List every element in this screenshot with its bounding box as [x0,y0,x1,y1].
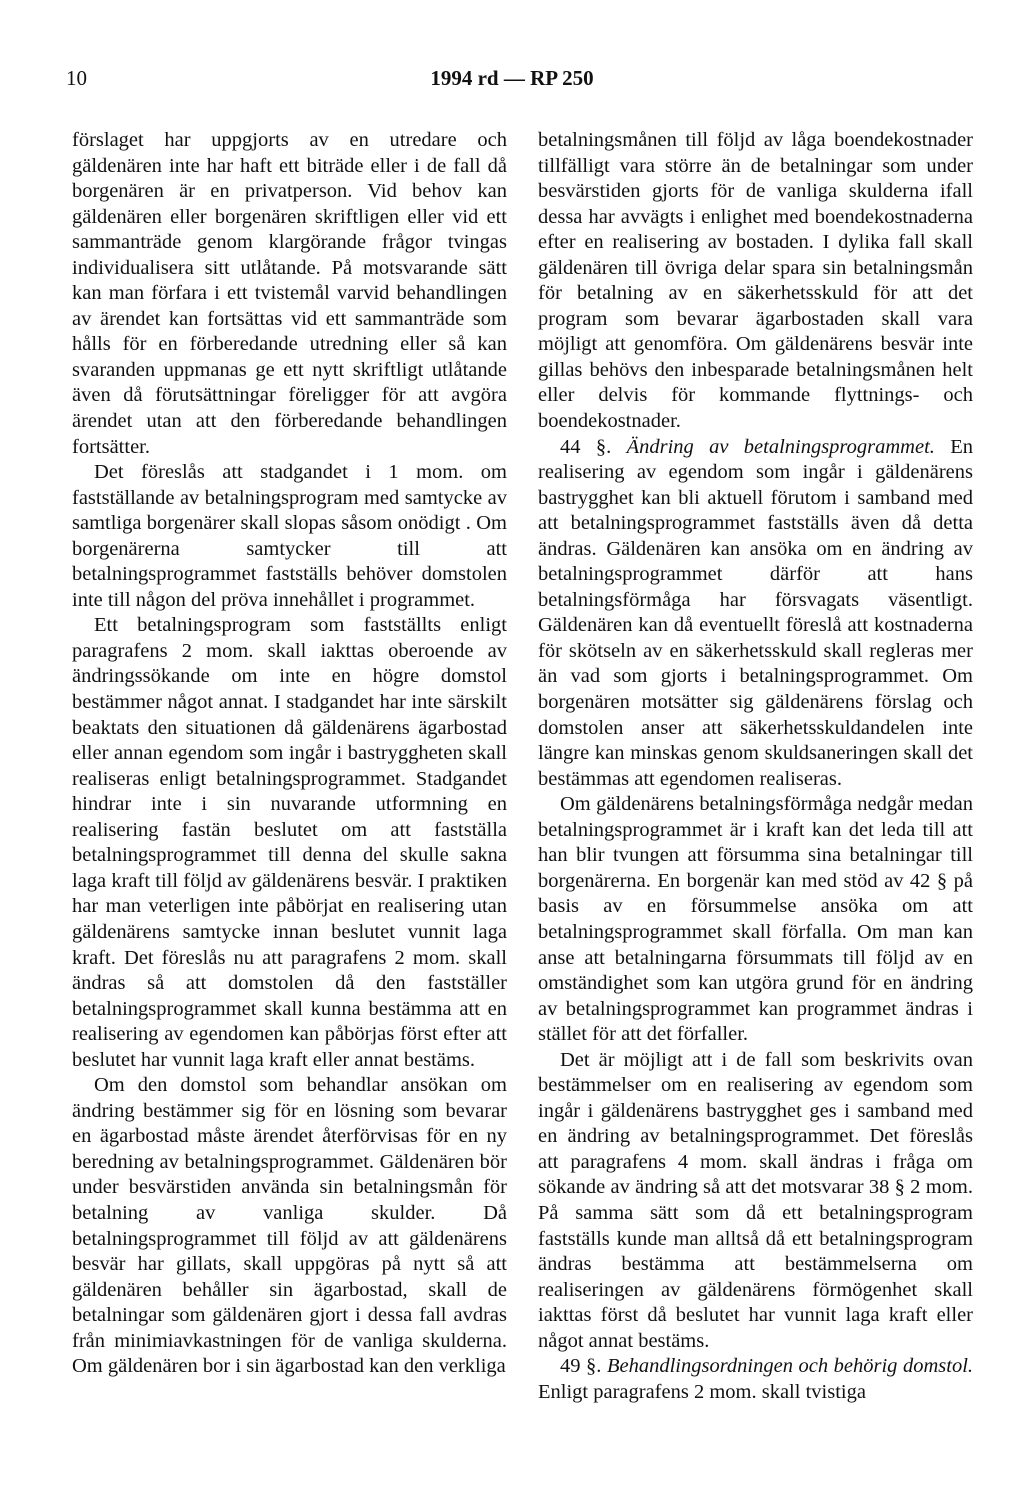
paragraph: Det är möjligt att i de fall som beskrivits ovan bestämmelser om en realisering av egendom som ingår i gäldenärens bastrygghet ges i samband med en ändring av betalningsprogrammet. Det föreslås att paragrafens 4 mom. skall ändras i fråga om sökande av ändring så att det motsvarar 38 § 2 mom. På samma sätt som då ett betalningsprogram fastställs kunde man alltså då ett betalningsprogram ändras bestämma att bestämmelserna om realiseringen av gäldenärens förmögenhet skall iakttas först då beslutet har vunnit laga kraft eller något annat bestäms. [538,1048,973,1352]
left-column [72,128,507,1380]
right-column [538,128,973,1405]
page-number: 10 [66,66,87,90]
section-paragraph-44 [538,435,973,793]
section-title: Ändring av betalningsprogrammet. [626,435,935,458]
section-title: Behandlingsordningen och behörig domstol. [606,1355,974,1378]
section-label: 44 §. [560,435,612,458]
paragraph: Det föreslås att stadgandet i 1 mom. om fastställande av betalningsprogram med samtycke av samtliga borgenärer skall slopas såsom onödigt . Om borgenärerna samtycker till att betalningsprogrammet fastställs behöver domstolen inte till någon del pröva innehållet i programmet. [72,461,507,611]
paragraph: Om gäldenärens betalningsförmåga nedgår medan betalningsprogrammet är i kraft kan det leda till att han blir tvungen att försumma sina betalningar till borgenärerna. En borgenär kan med stöd av 42 § på basis av en försummelse ansöka om att betalningsprogrammet skall förfalla. Om man kan anse att betalningarna försummats till följd av en omständighet som kan utgöra grund för en ändring av betalningsprogrammet kan programmet ändras i stället för att det förfaller. [538,793,973,1046]
paragraph: Ett betalningsprogram som fastställts enligt paragrafens 2 mom. skall iakttas oberoende av ändringssökande om inte en högre domstol bestämmer något annat. I stadgandet har inte särskilt beaktats den situationen då gäldenärens ägarbostad eller annan egendom som ingår i bastryggheten skall realiseras enligt betalningsprogrammet. Stadgandet hindrar inte i sin nuvarande utformning en realisering fastän beslutet om att fastställa betalningsprogrammet till denna del skulle sakna laga kraft till följd av gäldenärens besvär. I praktiken har man veterligen inte påbörjat en realisering utan gäldenärens samtycke innan beslutet vunnit laga kraft. Det föreslås nu att paragrafens 2 mom. skall ändras så att domstolen då den fastställer betalningsprogrammet skall kunna bestämma att en realisering av egendomen kan påbörjas först efter att beslutet har vunnit laga kraft eller annat bestäms. [72,614,507,1071]
section-body: Enligt paragrafens 2 mom. skall tvistiga [538,1380,866,1403]
paragraph: förslaget har uppgjorts av en utredare och gäldenären inte har haft ett biträde eller i de fall då borgenären är en privatperson. Vid behov kan gäldenären eller borgenären skriftligen eller vid ett sammanträde genom klargörande frågor tvingas individualisera sitt utlåtande. På motsvarande sätt kan man förfara i ett tvistemål varvid behandlingen av ärendet kan fortsättas vid ett sammanträde som hålls för en förberedande utredning eller så kan svaranden uppmanas ge ett nytt skriftligt utlåtande även då förutsättningar föreligger för att avgöra ärendet utan att den förberedande behandlingen fortsätter. [72,129,507,458]
section-paragraph-49 [538,1354,973,1405]
paragraph: betalningsmånen till följd av låga boendekostnader tillfälligt vara större än de betalningar som under besvärstiden gjorts för de vanliga skulderna ifall dessa har avvägts i enlighet med boendekostnaderna efter en realisering av bostaden. I dylika fall skall gäldenären till övriga delar spara sin betalningsmån för betalning av en säkerhetsskuld för att det program som bevarar ägarbostaden skall vara möjligt att genomföra. Om gäldenärens besvär inte gillas behövs den inbesparade betalningsmånen helt eller delvis för kommande flyttnings- och boendekostnader. [538,129,973,433]
paragraph: Om den domstol som behandlar ansökan om ändring bestämmer sig för en lösning som bevarar en ägarbostad måste ärendet återförvisas för en ny beredning av betalningsprogrammet. Gäldenären bör under besvärstiden använda sin betalningsmån för betalning av vanliga skulder. Då betalningsprogrammet till följd av att gäldenärens besvär har gillats, skall uppgöras på nytt så att gäldenären behåller sin ägarbostad, skall de betalningar som gäldenären gjort i dessa fall avdras från minimiavkastningen för de vanliga skulderna. Om gäldenären bor i sin ägarbostad kan den verkliga [72,1074,507,1378]
section-label: 49 §. [560,1355,602,1378]
section-body: En realisering av egendom som ingår i gäldenärens bastrygghet kan bli aktuell förutom i samband med att betalningsprogrammet fastställs även då detta ändras. Gäldenären kan ansöka om en ändring av betalningsprogrammet därför att hans betalningsförmåga har försvagats väsentligt. Gäldenären kan då eventuellt föreslå att kostnaderna för skötseln av en säkerhetsskuld skall regleras mer än vad som gjorts i betalningsprogrammet. Om borgenären motsätter sig gäldenärens förslag och domstolen anser att säkerhetsskuldandelen inte längre kan minskas genom skuldsaneringen skall det bestämmas att egendomen realiseras. [538,435,974,790]
running-title: 1994 rd — RP 250 [430,66,594,90]
page-header [0,66,1024,96]
